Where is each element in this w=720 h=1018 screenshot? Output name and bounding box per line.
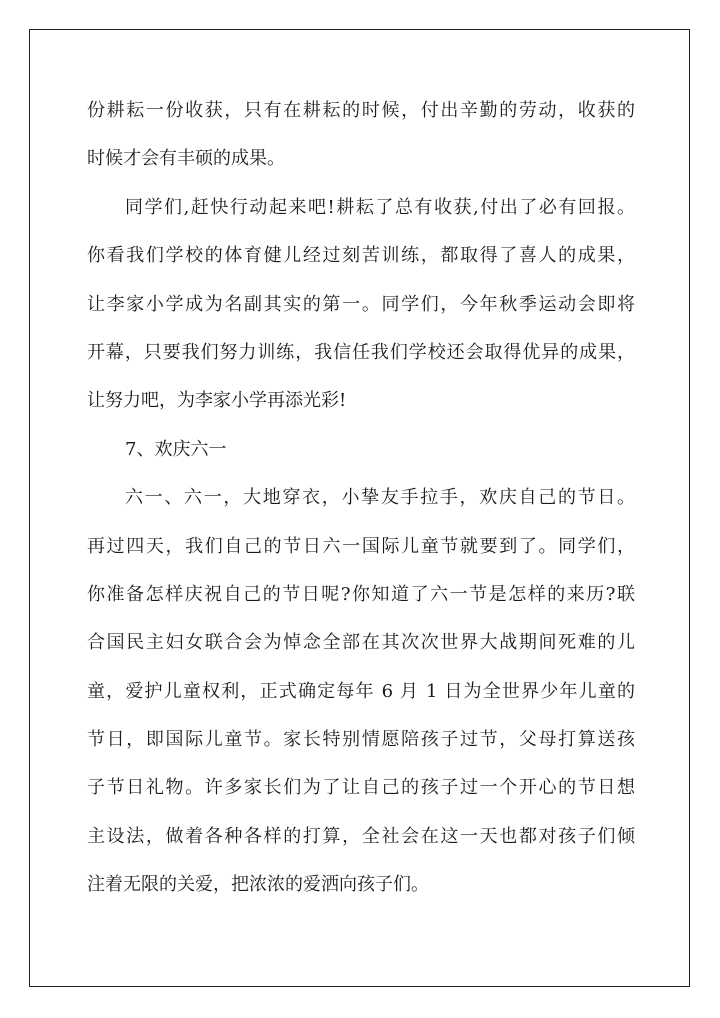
text-line: 份耕耘一份收获，只有在耕耘的时候，付出辛勤的劳动，收获的 xyxy=(87,100,635,121)
text-line: 子节日礼物。许多家长们为了让自己的孩子过一个开心的节日想 xyxy=(87,777,635,799)
document-body xyxy=(87,92,635,915)
text-line: 六一、六一，大地穿衣，小挚友手拉手，欢庆自己的节日。 xyxy=(125,487,635,509)
text-line: 让李家小学成为名副其实的第一。同学们，今年秋季运动会即将 xyxy=(87,293,635,315)
text-line: 节日，即国际儿童节。家长特别情愿陪孩子过节，父母打算送孩 xyxy=(87,729,635,751)
section-heading: 7、欢庆六一 xyxy=(125,438,227,460)
text-line: 主设法，做着各种各样的打算，全社会在这一天也都对孩子们倾 xyxy=(87,825,635,847)
text-line: 让努力吧，为李家小学再添光彩! xyxy=(87,390,347,412)
text-line: 同学们,赶快行动起来吧!耕耘了总有收获,付出了必有回报。 xyxy=(125,196,635,218)
text-line: 你看我们学校的体育健儿经过刻苦训练，都取得了喜人的成果， xyxy=(87,245,635,267)
text-line: 开幕，只要我们努力训练，我信任我们学校还会取得优异的成果， xyxy=(87,341,635,363)
text-line: 再过四天，我们自己的节日六一国际儿童节就要到了。同学们， xyxy=(87,535,635,557)
text-line: 合国民主妇女联合会为悼念全部在其次次世界大战期间死难的儿 xyxy=(87,632,635,654)
text-line: 你准备怎样庆祝自己的节日呢?你知道了六一节是怎样的来历?联 xyxy=(87,583,635,605)
text-line: 童，爱护儿童权利，正式确定每年 6 月 1 日为全世界少年儿童的 xyxy=(87,680,635,702)
text-line: 注着无限的关爱，把浓浓的爱洒向孩子们。 xyxy=(87,874,429,896)
text-line: 时候才会有丰硕的成果。 xyxy=(87,148,285,170)
